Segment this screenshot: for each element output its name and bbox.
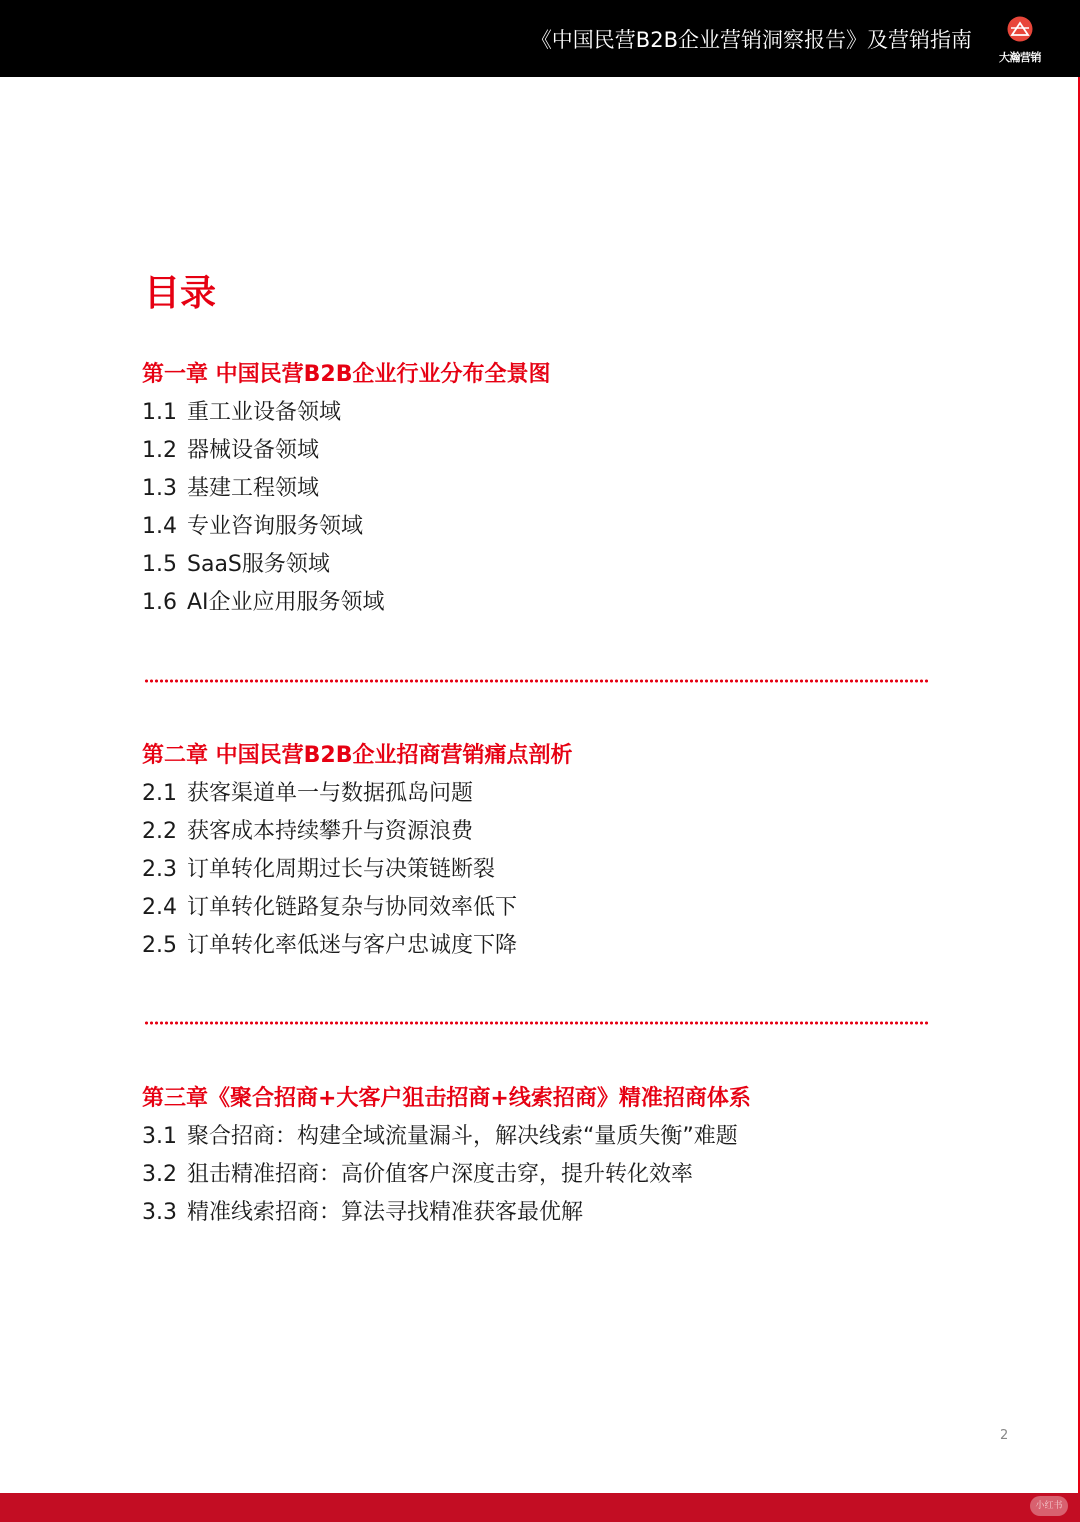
toc-item (142, 931, 942, 961)
toc-item-number: 2.1 (142, 781, 177, 806)
logo-icon (1007, 16, 1033, 42)
toc-item-text: 订单转化周期过长与决策链断裂 (187, 857, 496, 882)
toc-item-text: 狙击精准招商：高价值客户深度击穿，提升转化效率 (187, 1162, 694, 1187)
toc-item-number: 1.6 (142, 590, 177, 615)
header-bar (0, 0, 1080, 77)
chapter-1 (142, 360, 942, 626)
toc-item-number: 1.2 (142, 438, 177, 463)
toc-title: 目录 (144, 273, 217, 314)
toc-item-text: SaaS服务领域 (187, 552, 330, 577)
chapter-heading: 第三章《聚合招商+大客户狙击招商+线索招商》精准招商体系 (142, 1086, 751, 1111)
toc-item-number: 1.1 (142, 400, 177, 425)
chapter-heading: 第一章 中国民营B2B企业行业分布全景图 (142, 362, 551, 387)
toc-item-number: 2.3 (142, 857, 177, 882)
logo-text: 大瀚营销 (999, 51, 1041, 64)
footer-bar (0, 1493, 1080, 1522)
toc-item-text: 基建工程领域 (187, 476, 320, 501)
toc-item-text: 器械设备领域 (187, 438, 320, 463)
chapter-3 (142, 1084, 942, 1236)
toc-item-text: 专业咨询服务领域 (187, 514, 364, 539)
toc-item-text: 获客成本持续攀升与资源浪费 (187, 819, 474, 844)
toc-item-number: 2.5 (142, 933, 177, 958)
toc-item-text: 聚合招商：构建全域流量漏斗，解决线索“量质失衡”难题 (187, 1124, 738, 1149)
toc-item-number: 1.4 (142, 514, 177, 539)
toc-item (142, 817, 942, 847)
brand-logo (994, 16, 1046, 66)
dotted-divider (144, 679, 930, 683)
toc-item-number: 1.3 (142, 476, 177, 501)
toc-item-number: 3.1 (142, 1124, 177, 1149)
watermark-badge: 小红书 (1030, 1496, 1068, 1516)
toc-item (142, 1198, 942, 1228)
toc-item-number: 1.5 (142, 552, 177, 577)
toc-item-number: 3.3 (142, 1200, 177, 1225)
toc-item-text: 订单转化链路复杂与协同效率低下 (187, 895, 518, 920)
toc-item (142, 512, 942, 542)
toc-item (142, 474, 942, 504)
toc-item (142, 855, 942, 885)
toc-item-text: 重工业设备领域 (187, 400, 342, 425)
toc-item (142, 1160, 942, 1190)
toc-item (142, 1122, 942, 1152)
toc-item-number: 2.4 (142, 895, 177, 920)
toc-item-text: 获客渠道单一与数据孤岛问题 (187, 781, 474, 806)
toc-item (142, 550, 942, 580)
toc-item-number: 2.2 (142, 819, 177, 844)
toc-item-text: 精准线索招商：算法寻找精准获客最优解 (187, 1200, 584, 1225)
toc-item-number: 3.2 (142, 1162, 177, 1187)
toc-item (142, 398, 942, 428)
toc-item-text: AI企业应用服务领域 (187, 590, 385, 615)
toc-item-text: 订单转化率低迷与客户忠诚度下降 (187, 933, 518, 958)
page-number: 2 (1000, 1428, 1009, 1443)
chapter-2 (142, 741, 942, 969)
toc-item (142, 436, 942, 466)
dotted-divider (144, 1021, 930, 1025)
toc-item (142, 779, 942, 809)
report-title: 《中国民营B2B企业营销洞察报告》及营销指南 (530, 28, 972, 52)
toc-item (142, 893, 942, 923)
chapter-heading: 第二章 中国民营B2B企业招商营销痛点剖析 (142, 743, 573, 768)
toc-item (142, 588, 942, 618)
